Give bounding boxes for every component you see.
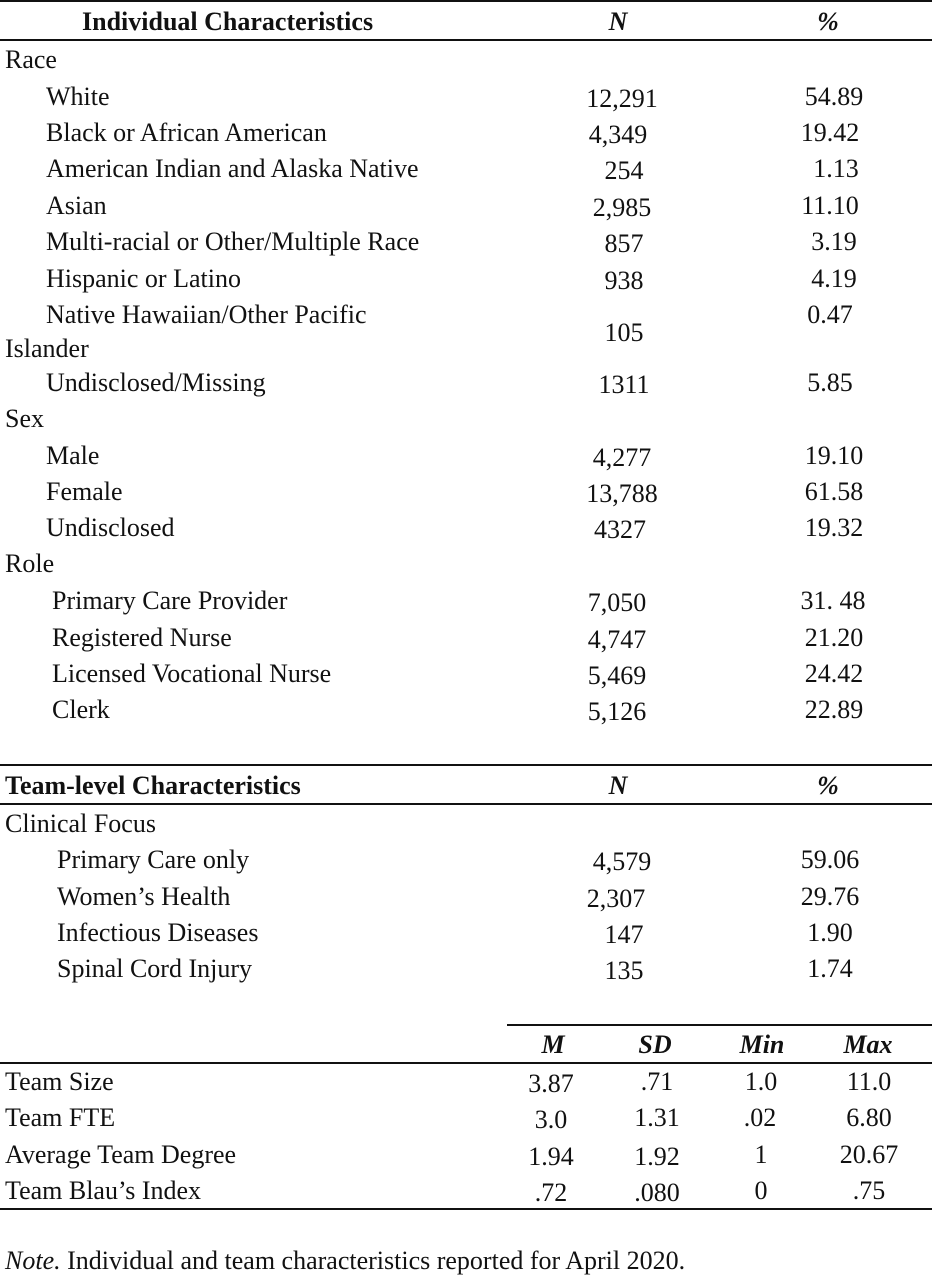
row-n: 4,349 [588,120,648,149]
stats-value: 6.80 [846,1103,892,1132]
row-label: White [46,82,110,111]
row-label: Spinal Cord Injury [57,954,252,983]
row-label: Hispanic or Latino [46,264,241,293]
row-n: 4,277 [592,443,652,472]
row-n: 147 [604,920,644,949]
row-pct: 19.10 [804,441,864,470]
row-pct: 24.42 [804,659,864,688]
row-n: 1311 [598,370,650,399]
row-n: 13,788 [586,479,658,508]
stats-value: 3.87 [528,1069,574,1098]
row-pct: 19.42 [800,118,860,147]
row-label: Asian [46,191,107,220]
row-label: Undisclosed/Missing [46,368,266,397]
group-label-race: Race [5,45,57,74]
stats-header-sd: SD [638,1030,672,1059]
stats-row-label: Team Blau’s Index [5,1176,202,1205]
row-pct: 31. 48 [800,586,866,615]
table-note [5,1248,685,1274]
stats-value: .080 [634,1178,680,1207]
row-n: 938 [604,266,644,295]
stats-row-label: Team Size [5,1067,114,1096]
row-label: Undisclosed [46,513,175,542]
stats-top-rule [507,1024,932,1026]
row-pct: 5.85 [807,368,853,397]
stats-value: .02 [743,1103,777,1132]
individual-header-title: Individual Characteristics [82,7,374,36]
stats-value: 3.0 [534,1105,568,1134]
stats-value: 1 [754,1140,768,1169]
row-pct: 61.58 [804,477,864,506]
stats-header-min: Min [739,1030,785,1059]
row-pct: 0.47 [807,300,853,329]
row-pct: 1.90 [807,918,853,947]
row-n: 12,291 [586,84,658,113]
row-pct: 11.10 [801,191,859,220]
individual-header-n: N [608,7,628,36]
row-label: Multi-racial or Other/Multiple Race [46,227,420,256]
individual-header-pct: % [817,7,839,36]
row-pct: 19.32 [804,513,864,542]
stats-value: .72 [534,1178,568,1207]
row-pct: 1.13 [813,154,859,183]
row-label: Clerk [52,695,110,724]
stats-value: .71 [640,1067,674,1096]
stats-value: 1.92 [634,1142,680,1171]
table-bottom-rule [0,1208,932,1210]
stats-row-label: Average Team Degree [5,1140,237,1169]
row-n: 857 [604,229,644,258]
note-prefix: Note. [5,1246,61,1275]
row-n: 5,469 [587,661,647,690]
stats-header-max: Max [843,1030,893,1059]
row-pct: 29.76 [800,882,860,911]
row-n: 7,050 [587,588,647,617]
row-n: 2,985 [592,193,652,222]
stats-value: 11.0 [846,1067,892,1096]
row-pct: 22.89 [804,695,864,724]
row-pct: 21.20 [804,623,864,652]
stats-value: 0 [754,1176,768,1205]
row-pct: 1.74 [807,954,853,983]
stats-header-m: M [541,1030,565,1059]
stats-value: 1.94 [528,1142,574,1171]
row-pct: 3.19 [811,227,857,256]
group-label-sex: Sex [5,404,44,433]
group-label-clinical-focus: Clinical Focus [5,809,156,838]
row-n: 4327 [594,515,646,544]
row-n: 105 [604,318,644,347]
stats-row-label: Team FTE [5,1103,116,1132]
stats-value: 20.67 [839,1140,899,1169]
row-label: Male [46,441,100,470]
row-n: 2,307 [586,884,646,913]
group-label-role: Role [5,549,55,578]
row-label: Black or African American [46,118,327,147]
team-header-pct: % [817,771,839,800]
row-label: Primary Care only [57,845,250,874]
table-top-rule [0,0,932,2]
row-pct: 4.19 [811,264,857,293]
team-header-title: Team-level Characteristics [5,771,301,800]
row-label: Licensed Vocational Nurse [52,659,332,688]
row-n: 4,747 [587,625,647,654]
row-label: Native Hawaiian/Other Pacific [46,300,367,329]
row-pct: 59.06 [800,845,860,874]
note-text: Individual and team characteristics reported for April 2020. [60,1246,686,1275]
row-n: 5,126 [587,697,647,726]
row-n: 4,579 [592,847,652,876]
row-n: 254 [604,156,644,185]
individual-header-rule [0,39,932,41]
stats-value: 1.0 [744,1067,778,1096]
team-header-rule [0,803,932,805]
stats-header-rule [0,1062,932,1064]
row-pct: 54.89 [804,82,864,111]
row-label: Female [46,477,123,506]
row-label-continued: Islander [5,334,89,363]
row-label: Infectious Diseases [57,918,259,947]
row-label: Women’s Health [57,882,231,911]
row-n: 135 [604,956,644,985]
team-header-n: N [608,771,628,800]
row-label: Registered Nurse [52,623,232,652]
row-label: Primary Care Provider [52,586,288,615]
stats-value: .75 [852,1176,886,1205]
team-top-rule [0,764,932,766]
stats-value: 1.31 [634,1103,680,1132]
row-label: American Indian and Alaska Native [46,154,419,183]
